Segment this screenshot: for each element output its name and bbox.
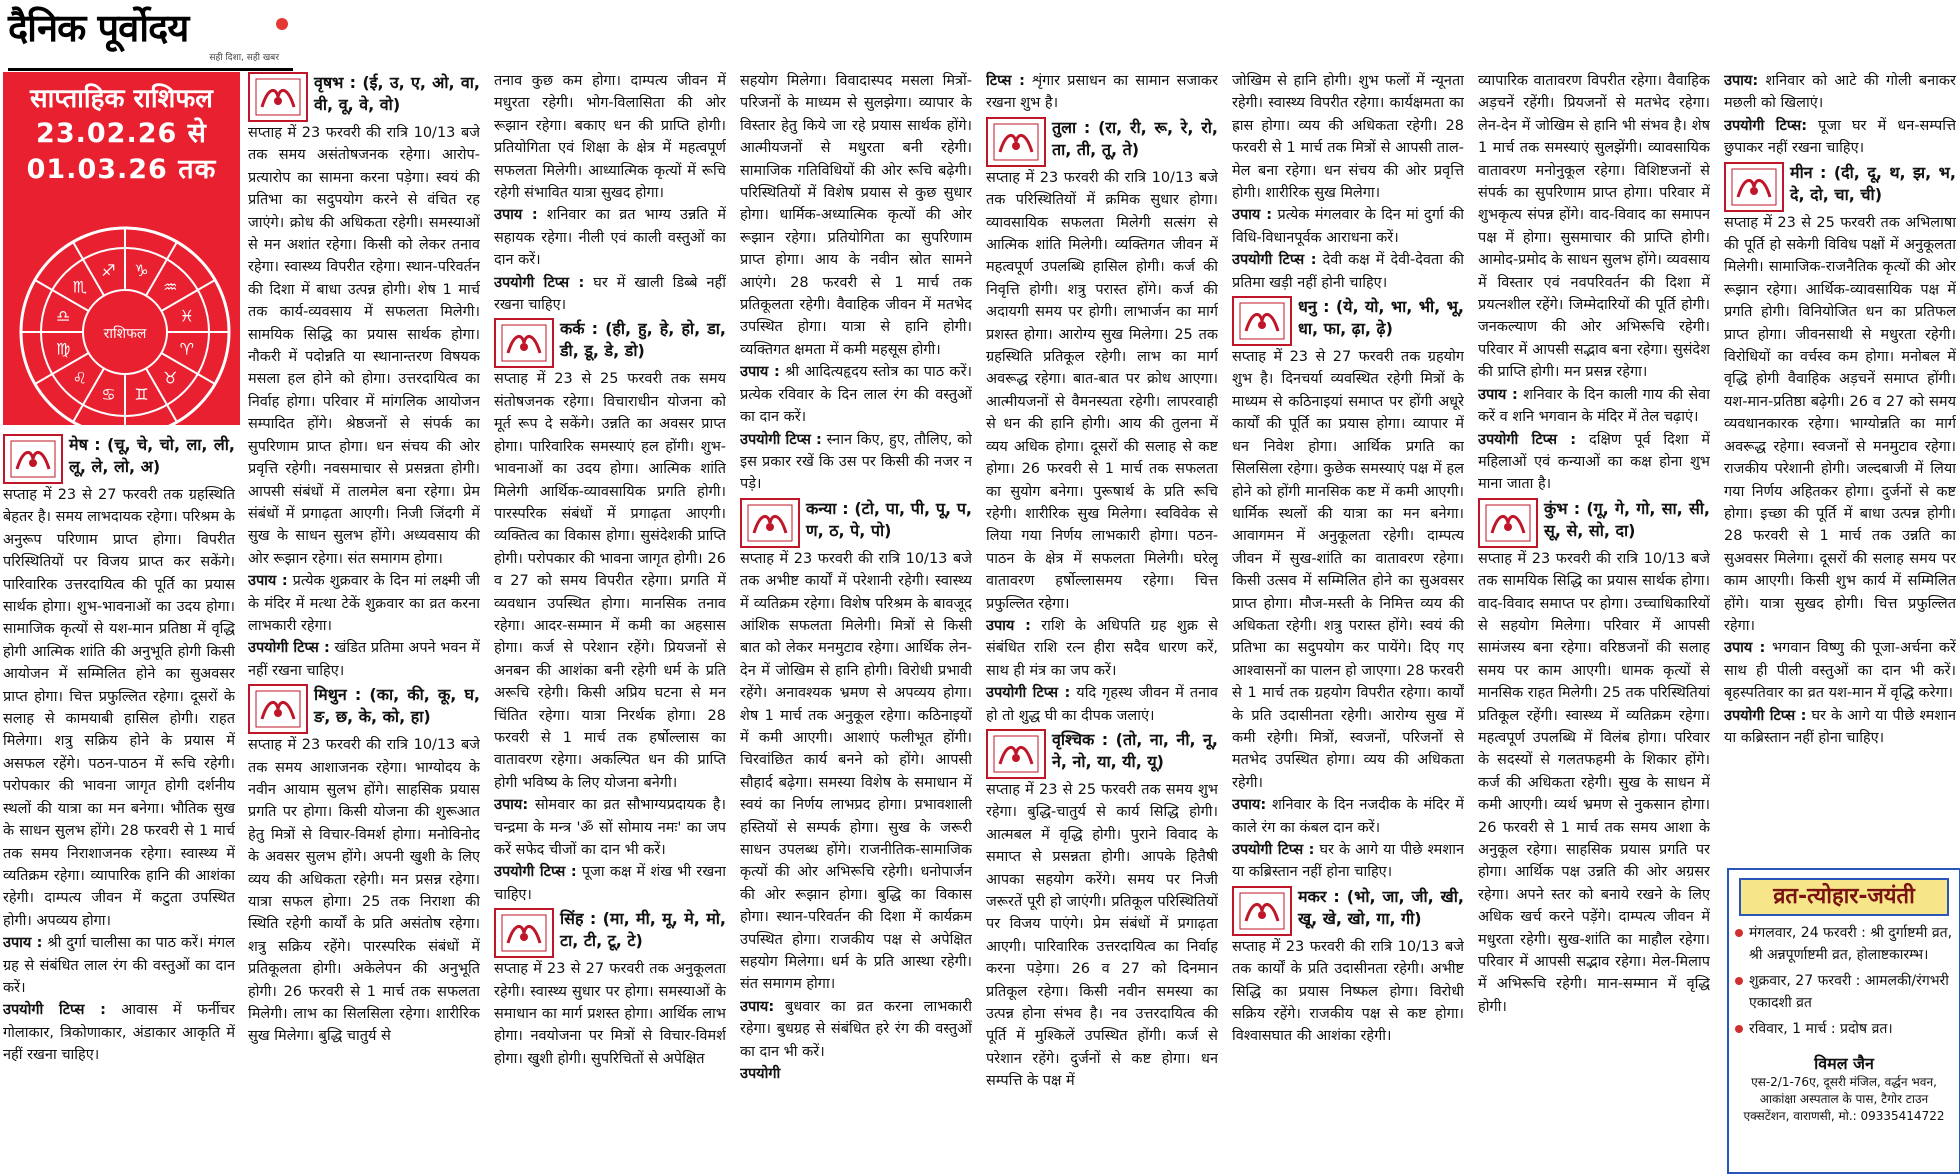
remedy-text: शनिवार के दिन नजदीक के मंदिर में काले रंग का कंबल दान करें। xyxy=(1232,797,1464,836)
tips-paragraph xyxy=(1724,115,1956,160)
author-address: एस-2/1-76ए, दूसरी मंजिल, वर्द्धन भवन, आकांक्षा अस्पताल के पास, टैगोर टाउन एक्सटेंशन, वाराणसी, मो.: 09335414722 xyxy=(1743,1075,1945,1123)
remedy-text: प्रत्येक मंगलवार के दिन मां दुर्गा की विधि-विधानपूर्वक आराधना करें। xyxy=(1232,207,1464,246)
remedy-paragraph xyxy=(248,570,480,637)
tips-label: उपयोगी टिप्स : xyxy=(986,685,1071,702)
tips-paragraph xyxy=(1724,705,1956,750)
remedy-paragraph xyxy=(740,996,972,1063)
author-name: विमल जैन xyxy=(1814,1054,1874,1073)
tips-paragraph xyxy=(494,861,726,906)
tips-label: उपयोगी xyxy=(740,1066,781,1083)
vrat-title: व्रत-त्योहार-जयंती xyxy=(1739,878,1949,916)
leo-icon xyxy=(494,908,554,958)
tips-text: घर के आगे या पीछे श्मशान या कब्रिस्तान नहीं होना चाहिए। xyxy=(1724,707,1956,746)
horoscope-text: सप्ताह में 23 फरवरी की रात्रि 10/13 बजे तक समय आशाजनक रहेगा। भाग्योदय के नवीन आयाम सुलभ होंगे। साहसिक प्रयास प्रगति पर होगा। किसी योजना की शुरूआत हेतु मित्रों से विचार-विमर्श होगा। मनोविनोद के अवसर सुलभ होंगे। अपनी खुशी के लिए व्यय की अधिकता रहेगी। मन प्रसन्न रहेगा। यात्रा सफल होगा। 25 तक निराशा की स्थिति रहेगी कार्यों के प्रति असंतोष रहेगा। शत्रु सक्रिय रहेंगे। पारस्परिक संबंधों में प्रतिकूलता होगी। अकेलेपन की अनुभूति होगी। 26 फरवरी से 1 मार्च तक सफलता मिलेगी। लाभ का सिलसिला रहेगा। शारीरिक सुख मिलेगा। बुद्धि चातुर्य से xyxy=(248,737,480,1045)
wheel-glyph-icon: ♓ xyxy=(179,306,194,326)
remedy-label: उपाय : xyxy=(248,573,288,590)
remedy-text: प्रत्येक शुक्रवार के दिन मां लक्ष्मी जी के मंदिर में मत्था टेकें शुक्रवार का व्रत करना लाभकारी रहेगा। xyxy=(248,573,480,634)
banner-date-to: 01.03.26 तक xyxy=(26,154,217,185)
sign-name: मिथुन : (का, की, कू, घ, ङ, छ, के, को, हा) xyxy=(314,685,480,727)
column-1 xyxy=(3,432,235,1172)
remedy-text: श्री दुर्गा चालीसा का पाठ करें। मंगल ग्रह से संबंधित लाल रंग की वस्तुओं का दान करें। xyxy=(3,935,235,996)
sign-name: धनु : (ये, यो, भा, भी, भू, धा, फा, ढ़ा, ढ़े) xyxy=(1298,297,1464,339)
horoscope-text: व्यापारिक वातावरण विपरीत रहेगा। वैवाहिक अड़चनें रहेंगी। प्रियजनों से मतभेद रहेगा। लेन-देन में जोखिम से हानि भी संभव है। शेष 1 मार्च तक समस्याएं सुलझेंगी। व्यावसायिक वातावरण मनोनुकूल रहेगा। विशिष्टजनों से संपर्क का सुपरिणाम प्राप्त होगा। परिवार में शुभकृत्य संपन्न होंगे। वाद-विवाद का समापन पक्ष में होगा। सुसमाचार की प्राप्ति होगी। आमोद-प्रमोद के साधन सुलभ होंगे। व्यवसाय में विस्तार एवं नवपरिवर्तन की दिशा में प्रयत्नशील रहेंगे। जिम्मेदारियों की पूर्ति होगी। जनकल्याण की ओर अभिरूचि रहेगी। परिवार में आपसी सद्भाव बना रहेगा। सुसंदेश की प्राप्ति होगी। मन प्रसन्न रहेगा। xyxy=(1478,73,1710,381)
sign-header xyxy=(494,908,726,958)
virgo-icon xyxy=(740,498,800,548)
tips-text: पूजा कक्ष में शंख भी रखना चाहिए। xyxy=(494,864,726,903)
column-3 xyxy=(494,70,726,1170)
remedy-text: शनिवार को आटे की गोली बनाकर मछली को खिलाएं। xyxy=(1724,73,1956,112)
tips-paragraph xyxy=(986,70,1218,115)
sign-name: वृषभ : (ई, उ, ए, ओ, वा, वी, वू, वे, वो) xyxy=(314,73,480,114)
taurus-icon xyxy=(248,72,308,122)
sign-name: मेष : (चू, चे, चो, ला, ली, लू, ले, लो, अ) xyxy=(69,435,235,476)
sagittarius-icon xyxy=(1232,296,1292,346)
sign-header xyxy=(248,684,480,734)
wheel-glyph-icon: ♌ xyxy=(72,368,87,388)
horoscope-text: सप्ताह में 23 फरवरी की रात्रि 10/13 बजे तक समय असंतोषजनक रहेगा। आरोप-प्रत्यारोप का सामना करना पड़ेगा। स्वयं की प्रतिभा का सदुपयोग करने से वंचित रह जाएंगे। क्रोध की अधिकता रहेगी। समस्याओं से मन अशांत रहेगा। किसी को लेकर तनाव रहेगा। स्वास्थ्य विपरीत रहेगा। स्थान-परिवर्तन की दिशा में बाधा उत्पन्न होगी। शेष 1 मार्च तक कार्य-व्यवसाय में सफलता मिलेगी। सामयिक सिद्धि का प्रयास सार्थक होगा। नौकरी में पदोन्नति या स्थानान्तरण विषयक मसला हल होने को होगा। उत्तरदायित्व का निर्वाह होगा। परिवार में मांगलिक आयोजन सम्पादित होंगे। श्रेष्ठजनों से संपर्क का सुपरिणाम प्राप्त होगा। धन संचय की ओर प्रवृत्ति रहेगी। नवसमाचार से प्रसन्नता होगी। आपसी संबंधों में तालमेल बना रहेगा। प्रेम संबंधों में प्रगाढ़ता आएगी। निजी जिंदगी में सुख के साधन सुलभ होंगे। अध्यवसाय की ओर रूझान रहेगा। संत समागम होगा। xyxy=(248,125,480,567)
remedy-label: उपाय: xyxy=(1724,73,1759,89)
remedy-label: उपाय : xyxy=(1232,207,1273,224)
wheel-glyph-icon: ♉ xyxy=(163,368,178,388)
sign-name: कन्या : (टो, पा, पी, पू, प, ण, ठ, पे, पो) xyxy=(806,498,972,540)
horoscope-text: तनाव कुछ कम होगा। दाम्पत्य जीवन में मधुरता रहेगी। भोग-विलासिता की ओर रूझान रहेगा। बकाए धन की प्राप्ति होगी। प्रतियोगिता एवं शिक्षा के क्षेत्र में महत्वपूर्ण सफलता मिलेगी। आध्यात्मिक कृत्यों में रूचि रहेगी संभावित यात्रा सुखद होगा। xyxy=(494,73,726,202)
remedy-paragraph xyxy=(494,204,726,271)
masthead xyxy=(8,6,283,68)
tips-paragraph xyxy=(1232,839,1464,884)
remedy-text: राशि के अधिपति ग्रह शुक्र से संबंधित राशि रत्न हीरा सदैव धारण करें, साथ ही मंत्र का जप करें। xyxy=(986,617,1218,679)
aquarius-icon xyxy=(1478,498,1538,548)
remedy-label: उपाय : xyxy=(986,617,1031,634)
horoscope-banner xyxy=(3,72,240,425)
sign-name: सिंह : (मा, मी, मू, मे, मो, टा, टी, टू, टे) xyxy=(560,909,726,951)
sign-header xyxy=(1232,296,1464,346)
pisces-icon xyxy=(1724,162,1784,212)
remedy-paragraph xyxy=(740,361,972,428)
horoscope-text: सप्ताह में 23 से 25 फरवरी तक अभिलाषा की पूर्ति हो सकेगी विविध पक्षों में अनुकूलता मिलेगी। सामाजिक-राजनैतिक कृत्यों की ओर रूझान रहेगा। आर्थिक-व्यावसायिक पक्ष में प्रगति होगी। विनियोजित धन का प्रतिफल प्राप्त होगा। जीवनसाथी से मधुरता रहेगी। विरोधियों का वर्चस्व कम होगा। मनोबल में वृद्धि होगी वैवाहिक अड़चनें समाप्त होंगी। यश-मान-प्रतिष्ठा बढ़ेगी। 26 व 27 को समय व्यवधानकारक रहेगा। भाग्योन्नति का मार्ग अवरूद्ध रहेगा। स्वजनों से मनमुटाव रहेगा। राजकीय परेशानी होगी। जल्दबाजी में लिया गया निर्णय अहितकर होगा। दुर्जनों से कष्ट होगा। इच्छा की पूर्ति में बाधा उत्पन्न होगी। 28 फरवरी से 1 मार्च तक उन्नति का सुअवसर मिलेगा। दूसरों की सलाह समय पर काम आएगी। किसी शुभ कार्य में सम्मिलित होंगे। यात्रा सुखद होगी। चित्त प्रफुल्लित रहेगा। xyxy=(1724,214,1956,634)
horoscope-text: सप्ताह में 23 फरवरी की रात्रि 10/13 बजे तक कार्यों के प्रति उदासीनता रहेगी। अभीष्ट सिद्धि का प्रयास निष्फल होगा। विरोधी सक्रिय रहेंगे। राजकीय पक्ष से कष्ट होगा। विश्वासघात की आशंका रहेगी। xyxy=(1232,938,1464,1045)
sign-header xyxy=(248,72,480,122)
remedy-paragraph xyxy=(986,615,1218,682)
tips-text: घर के आगे या पीछे श्मशान या कब्रिस्तान नहीं होना चाहिए। xyxy=(1232,842,1464,881)
column-2 xyxy=(248,70,480,1170)
sign-header xyxy=(1232,886,1464,936)
remedy-label: उपाय : xyxy=(1724,640,1766,657)
banner-date-from: 23.02.26 से xyxy=(36,118,207,149)
tips-label: उपयोगी टिप्स : xyxy=(1724,707,1807,724)
wheel-glyph-icon: ♐ xyxy=(101,261,116,281)
wheel-glyph-icon: ♒ xyxy=(163,277,178,297)
aries-icon xyxy=(3,434,63,484)
remedy-text: भगवान विष्णु की पूजा-अर्चना करें साथ ही पीली वस्तुओं का दान भी करें। बृहस्पतिवार का व्रत यश-मान में वृद्धि करेगा। xyxy=(1724,640,1956,702)
horoscope-text: सप्ताह में 23 से 27 फरवरी तक ग्रहस्थिति बेहतर है। समय लाभदायक रहेगा। परिश्रम के अनुरूप परिणाम प्राप्त होगा। विपरीत परिस्थितियों पर विजय प्राप्त कर सकेंगे। पारिवारिक उत्तरदायित्व की पूर्ति का प्रयास सार्थक होगा। शुभ-भावनाओं का उदय होगा। सामाजिक कृत्यों से यश-मान प्रतिष्ठा में वृद्धि होगी आत्मिक शांति की अनुभूति होगी किसी आयोजन में सम्मिलित होने का सुअवसर प्राप्त होगा। चित्त प्रफुल्लित रहेगा। दूसरों के सलाह से कामयाबी हासिल होगी। राहत मिलेगा। शत्रु सक्रिय होने के प्रयास में असफल रहेंगे। पठन-पाठन में रूचि रहेगी। परोपकार की भावना जागृत होगी दर्शनीय स्थलों की यात्रा का मन बनेगा। भौतिक सुख के साधन सुलभ होंगे। 28 फरवरी से 1 मार्च तक समय निराशाजनक रहेगा। स्वास्थ्य में व्यतिक्रम रहेगा। व्यापारिक हानि की आशंका रहेगी। दाम्पत्य जीवन में कटुता उपस्थित होगी। अपव्यय होगा। xyxy=(3,487,235,929)
tips-label: उपयोगी टिप्स : xyxy=(3,1002,106,1019)
remedy-text: शनिवार के दिन काली गाय की सेवा करें व शनि भगवान के मंदिर में तेल चढ़ाएं। xyxy=(1478,386,1710,426)
wheel-glyph-icon: ♊ xyxy=(134,384,149,404)
tips-text: पूजा घर में धन-सम्पत्ति छुपाकर नहीं रखना चाहिए। xyxy=(1724,117,1956,157)
remedy-text: श्री आदित्यहृदय स्तोत्र का पाठ करें। प्रत्येक रविवार के दिन लाल रंग की वस्तुओं का दान करें। xyxy=(740,364,972,426)
remedy-text: सोमवार का व्रत सौभाग्यप्रदायक है। चन्द्रमा के मन्त्र 'ॐ सों सोमाय नमः' का जप करें सफेद चीजों का दान भी करें। xyxy=(494,797,726,858)
remedy-label: उपाय: xyxy=(740,998,775,1015)
tips-label: उपयोगी टिप्स : xyxy=(494,274,585,291)
tips-text: शृंगार प्रसाधन का सामान सजाकर रखना शुभ है। xyxy=(986,73,1218,112)
horoscope-text: सहयोग मिलेगा। विवादास्पद मसला मित्रों-परिजनों के माध्यम से सुलझेगा। व्यापार के विस्तार हेतु किये जा रहे प्रयास सार्थक होंगे। आत्मीयजनों से मधुरता बनी रहेगी। सामाजिक गतिविधियों की ओर रूचि बढ़ेगी। परिस्थितियों में विशेष प्रयास से कुछ सुधार होगा। धार्मिक-अध्यात्मिक कृत्यों की ओर रूझान रहेगा। प्रतियोगिता का सुपरिणाम प्राप्त होगा। आय के नवीन स्रोत सामने आएंगे। 28 फरवरी से 1 मार्च तक प्रतिकूलता रहेगी। वैवाहिक जीवन में मतभेद उपस्थित होगा। यात्रा से हानि होगी। व्यक्तिगत क्षमता में कमी महसूस होगी। xyxy=(740,73,972,358)
vrat-item: मंगलवार, 24 फरवरी : श्री दुर्गाष्टमी व्रत, श्री अन्नपूर्णाष्टमी व्रत, होलाष्टकारम्भ। xyxy=(1735,922,1953,966)
remedy-paragraph xyxy=(1232,204,1464,249)
tips-paragraph xyxy=(740,1063,972,1085)
sign-header xyxy=(494,318,726,368)
horoscope-text: सप्ताह में 23 से 27 फरवरी तक ग्रहयोग शुभ है। दिनचर्या व्यवस्थित रहेगी मित्रों के माध्यम से कठिनाइयां समाप्त पर होंगी अधूरे कार्यों की पूर्ति का प्रयास होगा। व्यापार में धन निवेश होगा। आर्थिक प्रगति का सिलसिला रहेगा। कुछेक समस्याएं पक्ष में हल होने को होंगी मानसिक कष्ट में कमी आएगी। धार्मिक स्थलों की यात्रा का मन बनेगा। आवागमन में अनुकूलता रहेगी। दाम्पत्य जीवन में सुख-शांति का वातावरण रहेगा। किसी उत्सव में सम्मिलित होने का सुअवसर प्राप्त होगा। मौज-मस्ती के निमित्त व्यय की अधिकता रहेगी। शत्रु परास्त होंगे। स्वयं की प्रतिभा का सदुपयोग कर पायेंगे। दिए गए आश्वासनों का पालन हो जाएगा। 28 फरवरी से 1 मार्च तक ग्रहयोग विपरीत रहेगा। कार्यों के प्रति उदासीनता रहेगी। आरोग्य सुख में कमी रहेगी। मित्रों, स्वजनों, परिजनों से मतभेद उपस्थित होगा। व्यय की अधिकता रहेगी। xyxy=(1232,349,1464,791)
remedy-text: बुधवार का व्रत करना लाभकारी रहेगा। बुधग्रह से संबंधित हरे रंग की वस्तुओं का दान भी करें। xyxy=(740,998,972,1060)
remedy-label: उपाय : xyxy=(3,935,43,952)
tips-paragraph xyxy=(1232,249,1464,294)
gemini-icon xyxy=(248,684,308,734)
wheel-glyph-icon: ♈ xyxy=(179,339,194,359)
horoscope-text: सप्ताह में 23 से 27 फरवरी तक अनुकूलता रहेगी। स्वास्थ्य सुधार पर होगा। समस्याओं के समाधान का मार्ग प्रशस्त होगा। आर्थिक लाभ होगा। नवयोजना पर मित्रों से विचार-विमर्श होगा। खुशी होगी। सुपरिचितों से अपेक्षित xyxy=(494,961,726,1067)
wheel-glyph-icon: ♎ xyxy=(56,306,71,326)
remedy-label: उपाय : xyxy=(494,207,538,224)
tips-paragraph xyxy=(3,999,235,1066)
wheel-caption: राशिफल xyxy=(103,326,147,342)
tips-text: दक्षिण पूर्व दिशा में महिलाओं एवं कन्याओं का कक्ष होना शुभ माना जाता है। xyxy=(1478,431,1710,493)
sign-header xyxy=(1478,498,1710,548)
cancer-icon xyxy=(494,318,554,368)
capricorn-icon xyxy=(1232,886,1292,936)
wheel-glyph-icon: ♑ xyxy=(134,261,149,281)
remedy-label: उपाय : xyxy=(740,364,780,381)
remedy-label: उपाय : xyxy=(1478,386,1518,403)
sign-header xyxy=(986,729,1218,779)
remedy-paragraph xyxy=(3,932,235,999)
horoscope-text: सप्ताह में 23 फरवरी की रात्रि 10/13 बजे तक अभीष्ट कार्यों में परेशानी रहेगी। स्वास्थ्य में व्यतिक्रम रहेगा। विशेष परिश्रम के बावजूद आंशिक सफलता मिलेगी। मित्रों से किसी बात को लेकर मनमुटाव रहेगा। आर्थिक लेन-देन में जोखिम से हानि होगी। विरोधी प्रभावी रहेंगे। अनावश्यक भ्रमण से अपव्यय होगा। शेष 1 मार्च तक अनुकूल रहेगा। कठिनाइयों में कमी आएगी। आशाएं फलीभूत होंगी। चिरवांछित कार्य बनने को होंगे। आपसी सौहार्द बढ़ेगा। समस्या विशेष के समाधान में स्वयं का निर्णय लाभप्रद होगा। प्रभावशाली हस्तियों से सम्पर्क होगा। सुख के जरूरी साधन उपलब्ध होंगे। राजनीतिक-सामाजिक कृत्यों की ओर अभिरूचि रहेगी। धनोपार्जन की ओर रूझान होगा। बुद्धि का विकास होगा। स्थान-परिवर्तन की दिशा में कार्यक्रम उपस्थित होगा। राजकीय पक्ष से अपेक्षित सहयोग मिलेगा। धर्म के प्रति आस्था रहेगी। संत समागम होगा। xyxy=(740,550,972,993)
remedy-paragraph xyxy=(1724,70,1956,115)
horoscope-text: सप्ताह में 23 से 25 फरवरी तक समय शुभ रहेगा। बुद्धि-चातुर्य से कार्य सिद्धि होगी। आत्मबल में वृद्धि होगी। पुराने विवाद के समाप्त से प्रसन्नता होगी। आपके हितैषी आपका सहयोग करेंगे। समय पर निजी जरूरतें पूरी हो जाएंगी। प्रतिकूल परिस्थितियों पर विजय पाएंगे। प्रेम संबंधों में प्रगाढ़ता आएगी। पारिवारिक उत्तरदायित्व का निर्वाह करना पड़ेगा। 26 व 27 को दिनमान प्रतिकूल रहेगा। किसी नवीन समस्या का उत्पन्न होना संभव है। नव उत्तरदायित्व की पूर्ति में मुश्किलें उपस्थित होंगी। कर्ज से परेशान रहेंगे। दुर्जनों से कष्ट होगा। धन सम्पत्ति के पक्ष में xyxy=(986,781,1218,1090)
column-4 xyxy=(740,70,972,1170)
tips-text: स्नान किए, हुए, तौलिए, को इस प्रकार रखें कि उस पर किसी की नजर न पड़े। xyxy=(740,431,972,493)
tips-paragraph xyxy=(740,429,972,496)
masthead-dot-icon xyxy=(276,18,288,30)
tips-text: यदि गृहस्थ जीवन में तनाव हो तो शुद्ध घी का दीपक जलाएं। xyxy=(986,685,1218,724)
banner-title: साप्ताहिक राशिफल xyxy=(30,84,213,114)
tips-text: देवी कक्ष में देवी-देवता की प्रतिमा खड़ी नहीं होनी चाहिए। xyxy=(1232,252,1464,291)
sign-name: मकर : (भो, जा, जी, खी, खू, खे, खो, गा, गी) xyxy=(1298,886,1464,928)
horoscope-text: जोखिम से हानि होगी। शुभ फलों में न्यूनता रहेगी। स्वास्थ्य विपरीत रहेगा। कार्यक्षमता का ह्रास होगा। व्यय की अधिकता रहेगी। 28 फरवरी से 1 मार्च तक मित्रों से आपसी ताल-मेल बना रहेगा। धन संचय की ओर प्रवृत्ति होगी। शारीरिक सुख मिलेगा। xyxy=(1232,73,1464,202)
horoscope-text: सप्ताह में 23 फरवरी की रात्रि 10/13 बजे तक सामयिक सिद्धि का प्रयास सार्थक होगा। वाद-विवाद समाप्त पर होगा। उच्चाधिकारियों से सहयोग मिलेगा। परिवार में आपसी सामंजस्य बना रहेगा। वरिष्ठजनों की सलाह समय पर काम आएगी। धामक कृत्यों से मानसिक राहत मिलेगी। 25 तक परिस्थितियां प्रतिकूल रहेंगी। स्वास्थ्य में व्यतिक्रम रहेगा। महत्वपूर्ण उपलब्धि में विलंब होगा। परिवार के सदस्यों से गलतफहमी के शिकार होंगे। कर्ज की अधिकता रहेगी। सुख के साधन में कमी आएगी। व्यर्थ भ्रमण से नुकसान होगा। 26 फरवरी से 1 मार्च तक समय आशा के अनुकूल रहेगा। साहसिक प्रयास प्रगति पर होगा। आर्थिक पक्ष उन्नति की ओर अग्रसर रहेगा। अपने स्तर को बनाये रखने के लिए अधिक खर्च करने पड़ेंगे। दाम्पत्य जीवन में मधुरता रहेगी। सुख-शांति का माहौल रहेगा। परिवार में आपसी सद्भाव रहेगा। मेल-मिलाप में अभिरूचि रहेगी। मान-सम्मान में वृद्धि होगी। xyxy=(1478,550,1710,1015)
wheel-glyph-icon: ♏ xyxy=(72,277,87,297)
tips-label: उपयोगी टिप्स : xyxy=(1232,842,1315,858)
remedy-paragraph xyxy=(1232,794,1464,839)
horoscope-text: सप्ताह में 23 से 25 फरवरी तक समय संतोषजनक रहेगा। विचाराधीन योजना को मूर्त रूप दे सकेंगे। उन्नति का अवसर प्राप्त होगा। पारिवारिक समस्याएं हल होंगी। शुभ-भावनाओं का उदय होगा। आत्मिक शांति मिलेगी आर्थिक-व्यावसायिक प्रगति होगी। पारस्परिक संबंधों में प्रगाढ़ता आएगी। व्यक्तित्व का विकास होगा। सुसंदेशकी प्राप्ति होगी। परोपकार की भावना जागृत होगी। 26 व 27 को समय विपरीत रहेगा। प्रगति में व्यवधान उपस्थित होगा। मानसिक तनाव रहेगा। आदर-सम्मान में कमी का अहसास होगा। कर्ज से परेशान रहेंगे। प्रियजनों से अनबन की आशंका बनी रहेगी धर्म के प्रति अरूचि रहेगी। किसी अप्रिय घटना से मन चिंतित रहेगा। यात्रा निरर्थक होगा। 28 फरवरी से 1 मार्च तक हर्षोल्लास का वातावरण रहेगा। अकल्पित धन की प्राप्ति होगी भविष्य के लिए योजना बनेगी। xyxy=(494,371,726,791)
tips-paragraph xyxy=(248,637,480,682)
remedy-paragraph xyxy=(1724,637,1956,704)
column-7 xyxy=(1478,70,1710,1170)
tips-text: खंडित प्रतिमा अपने भवन में नहीं रखना चाहिए। xyxy=(248,640,480,679)
libra-icon xyxy=(986,117,1046,167)
remedy-label: उपाय: xyxy=(1232,797,1267,814)
wheel-glyph-icon: ♋ xyxy=(101,384,116,404)
wheel-glyph-icon: ♍ xyxy=(56,339,71,359)
vrat-item: रविवार, 1 मार्च : प्रदोष व्रत। xyxy=(1735,1018,1953,1040)
tips-paragraph xyxy=(494,272,726,317)
masthead-tagline: सही दिशा, सही खबर xyxy=(209,53,279,63)
tips-label: उपयोगी टिप्स: xyxy=(1724,117,1808,134)
tips-text: आवास में फर्नीचर गोलाकार, त्रिकोणाकार, अंडाकार आकृति में नहीं रखना चाहिए। xyxy=(3,1002,235,1064)
masthead-title: दैनिक पूर्वोदय xyxy=(8,5,189,50)
tips-label: उपयोगी टिप्स : xyxy=(494,864,577,881)
tips-label: टिप्स : xyxy=(986,73,1025,89)
vrat-item: शुक्रवार, 27 फरवरी : आमलकी/रंगभरी एकादशी व्रत xyxy=(1735,970,1953,1014)
sign-name: कुंभ : (गू, गे, गो, सा, सी, सू, से, सो, दा) xyxy=(1544,498,1710,540)
tips-label: उपयोगी टिप्स : xyxy=(1232,252,1317,269)
scorpio-icon xyxy=(986,729,1046,779)
sign-header xyxy=(986,117,1218,167)
tips-label: उपयोगी टिप्स : xyxy=(740,431,822,448)
vrat-tyohar-box xyxy=(1727,868,1960,1174)
remedy-paragraph xyxy=(1478,384,1710,429)
sign-header xyxy=(1724,162,1956,212)
column-8 xyxy=(1724,70,1956,860)
tips-paragraph xyxy=(986,682,1218,727)
tips-paragraph xyxy=(1478,429,1710,496)
tips-label: उपयोगी टिप्स : xyxy=(1478,431,1577,448)
column-6 xyxy=(1232,70,1464,1170)
remedy-label: उपाय: xyxy=(494,797,529,814)
tips-text: घर में खाली डिब्बे नहीं रखना चाहिए। xyxy=(494,274,726,314)
column-5 xyxy=(986,70,1218,1170)
tips-label: उपयोगी टिप्स : xyxy=(248,640,330,657)
vrat-list xyxy=(1729,922,1959,1040)
sign-name: कर्क : (ही, हु, हे, हो, डा, डी, डू, डे, डो) xyxy=(560,319,726,361)
sign-name: तुला : (रा, री, रू, रे, रो, ता, ती, तू, ते) xyxy=(1052,117,1218,159)
remedy-text: शनिवार का व्रत भाग्य उन्नति में सहायक रहेगा। नीली एवं काली वस्तुओं का दान करें। xyxy=(494,207,726,269)
remedy-paragraph xyxy=(494,794,726,861)
sign-header xyxy=(3,434,235,484)
zodiac-wheel-icon xyxy=(15,222,235,425)
sign-name: मीन : (दी, दू, थ, झ, भ, दे, दो, चा, ची) xyxy=(1790,162,1956,204)
horoscope-text: सप्ताह में 23 फरवरी की रात्रि 10/13 बजे तक परिस्थितियों में क्रमिक सुधार होगा। व्यावसायिक सफलता मिलेगी सत्संग से आत्मिक शांति मिलेगी। व्यक्तिगत जीवन में महत्वपूर्ण उपलब्धि हासिल होगी। कर्ज की निवृत्ति होगी। शत्रु परास्त होंगे। कर्ज की अदायगी समय पर होगी। लाभार्जन का मार्ग प्रशस्त होगा। आरोग्य सुख मिलेगा। 25 तक ग्रहस्थिति प्रतिकूल रहेगी। लाभ का मार्ग अवरूद्ध रहेगा। बात-बात पर क्रोध आएगा। आत्मीयजनों से वैमनस्यता रहेगी। लापरवाही से धन की हानि होगी। आय की तुलना में व्यय अधिक होगा। दूसरों की सलाह से कष्ट होगा। 26 फरवरी से 1 मार्च तक सफलता का सुयोग बनेगा। पुरूषार्थ के प्रति रूचि रहेगी। शारीरिक सुख मिलेगा। स्वविवेक से लिया गया निर्णय लाभकारी होगा। पठन-पाठन के क्षेत्र में सफलता मिलेगी। घरेलू वातावरण हर्षोल्लासमय रहेगा। चित्त प्रफुल्लित रहेगा। xyxy=(986,169,1218,612)
sign-name: वृश्चिक : (तो, ना, नी, नू, ने, नो, या, यी, यू) xyxy=(1052,729,1218,771)
sign-header xyxy=(740,498,972,548)
